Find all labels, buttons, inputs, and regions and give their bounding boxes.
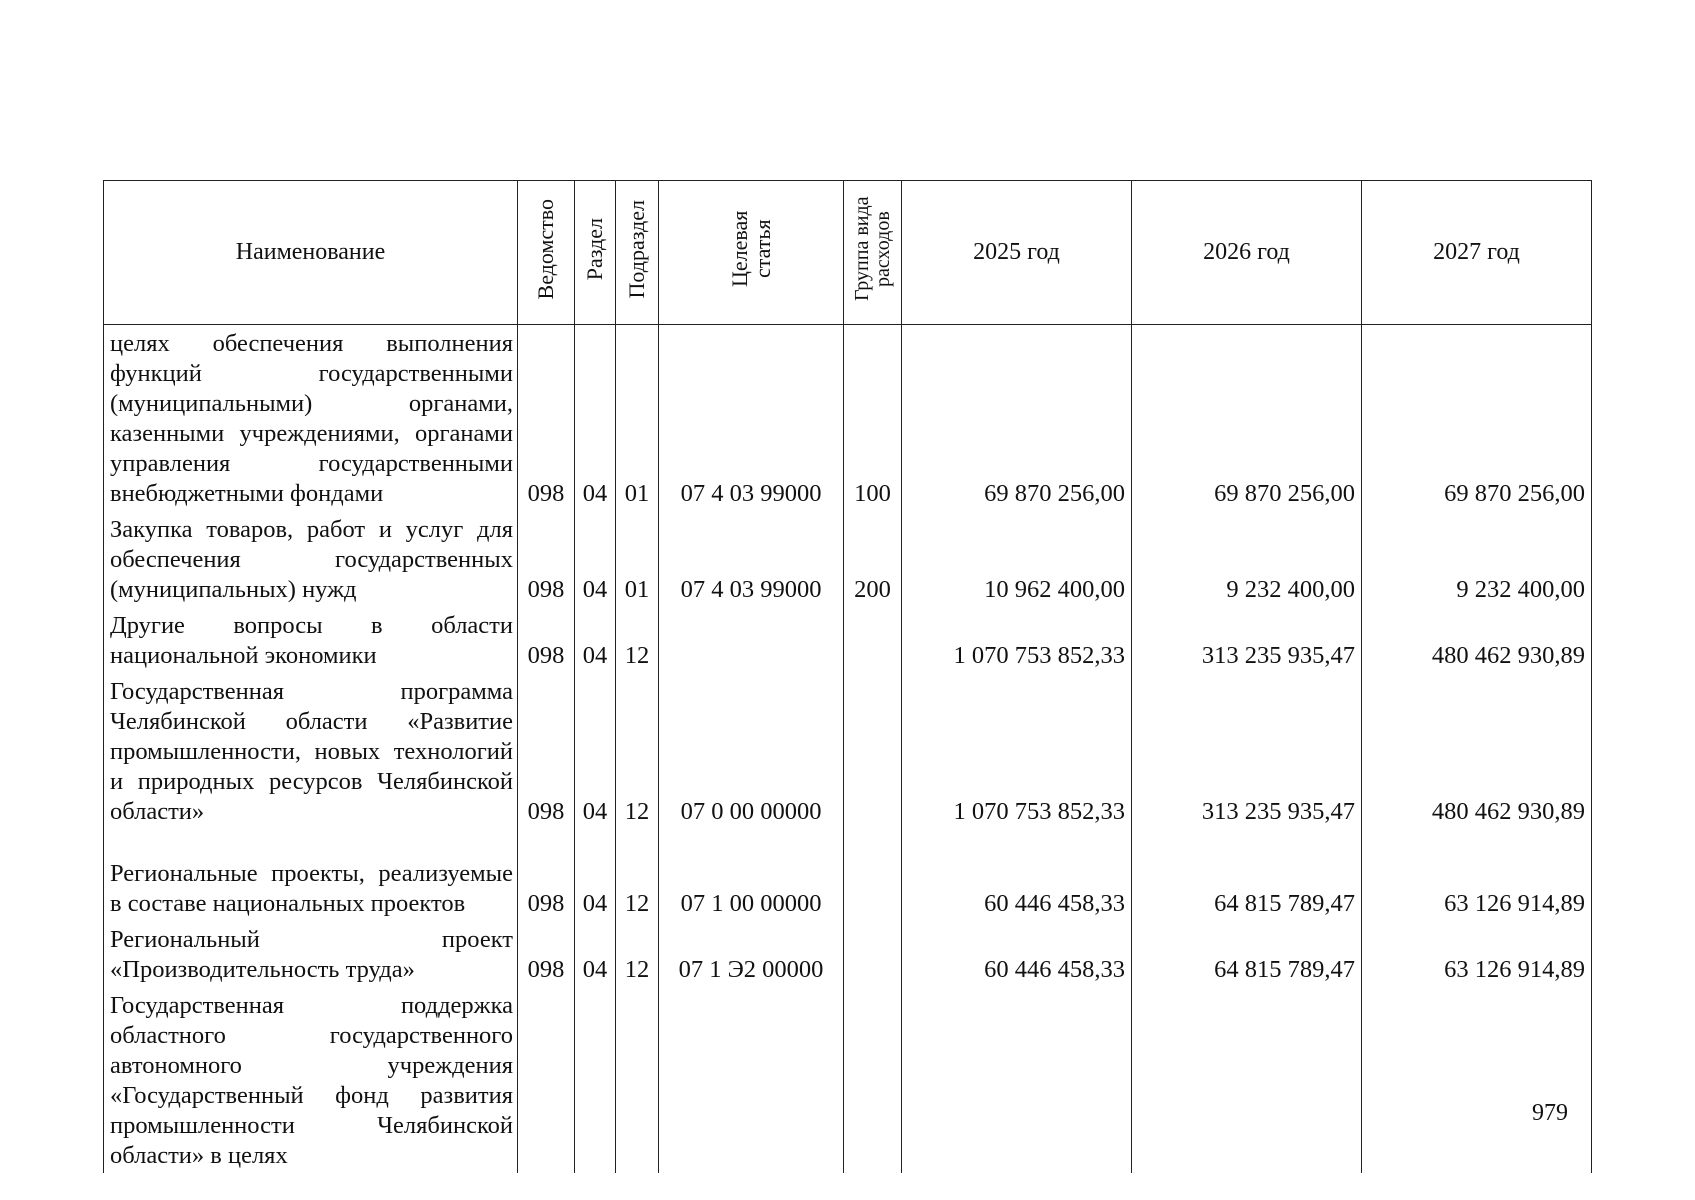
row-2027: 63 126 914,89 [1362, 921, 1592, 987]
header-2027: 2027 год [1362, 181, 1592, 325]
row-2025: 10 962 400,00 [902, 511, 1132, 607]
row-subsection: 12 [616, 673, 659, 829]
row-department: 098 [518, 325, 575, 512]
row-2027 [1362, 987, 1592, 1173]
header-name: Наименование [104, 181, 518, 325]
row-2025: 69 870 256,00 [902, 325, 1132, 512]
row-2027: 63 126 914,89 [1362, 829, 1592, 921]
row-target-article: 07 1 Э2 00000 [659, 921, 844, 987]
table-row [104, 921, 1592, 987]
row-department: 098 [518, 607, 575, 673]
row-subsection: 12 [616, 829, 659, 921]
row-department: 098 [518, 511, 575, 607]
row-2026: 64 815 789,47 [1132, 829, 1362, 921]
budget-table [103, 180, 1592, 1173]
header-2025: 2025 год [902, 181, 1132, 325]
row-2025: 60 446 458,33 [902, 829, 1132, 921]
row-section [575, 987, 616, 1173]
header-2026: 2026 год [1132, 181, 1362, 325]
row-2026: 313 235 935,47 [1132, 607, 1362, 673]
row-name: Региональный проект «Производительность труда» [104, 921, 518, 987]
row-2025: 1 070 753 852,33 [902, 673, 1132, 829]
row-subsection: 01 [616, 511, 659, 607]
header-section: Раздел [575, 181, 616, 325]
row-section: 04 [575, 829, 616, 921]
row-department: 098 [518, 829, 575, 921]
row-2025: 1 070 753 852,33 [902, 607, 1132, 673]
row-expense-group: 100 [844, 325, 902, 512]
row-subsection [616, 987, 659, 1173]
row-target-article [659, 607, 844, 673]
row-name: Государственная программа Челябинской области «Развитие промышленности, новых технологий и природных ресурсов Челябинской области» [104, 673, 518, 829]
header-target-article: Целевая статья [659, 181, 844, 325]
row-expense-group [844, 673, 902, 829]
row-2027: 480 462 930,89 [1362, 673, 1592, 829]
row-2027: 480 462 930,89 [1362, 607, 1592, 673]
row-subsection: 12 [616, 607, 659, 673]
row-name: Государственная поддержка областного государственного автономного учреждения «Государственный фонд развития промышленности Челябинской области» в целях [104, 987, 518, 1173]
table-row [104, 325, 1592, 512]
header-department: Ведомство [518, 181, 575, 325]
row-expense-group [844, 607, 902, 673]
row-2025 [902, 987, 1132, 1173]
row-name: Другие вопросы в области национальной экономики [104, 607, 518, 673]
row-section: 04 [575, 325, 616, 512]
row-section: 04 [575, 511, 616, 607]
row-target-article: 07 4 03 99000 [659, 325, 844, 512]
page-number: 979 [1532, 1100, 1568, 1126]
row-2025: 60 446 458,33 [902, 921, 1132, 987]
row-expense-group [844, 921, 902, 987]
table-row [104, 987, 1592, 1173]
row-name: Закупка товаров, работ и услуг для обеспечения государственных (муниципальных) нужд [104, 511, 518, 607]
row-target-article: 07 4 03 99000 [659, 511, 844, 607]
row-2026: 64 815 789,47 [1132, 921, 1362, 987]
table-row [104, 829, 1592, 921]
header-expense-group: Группа вида расходов [844, 181, 902, 325]
row-2026: 313 235 935,47 [1132, 673, 1362, 829]
row-department: 098 [518, 673, 575, 829]
table-row [104, 607, 1592, 673]
row-name: целях обеспечения выполнения функций государственными (муниципальными) органами, казенными учреждениями, органами управления государственными внебюджетными фондами [104, 325, 518, 512]
row-expense-group [844, 987, 902, 1173]
row-department: 098 [518, 921, 575, 987]
row-section: 04 [575, 673, 616, 829]
row-expense-group [844, 829, 902, 921]
row-expense-group: 200 [844, 511, 902, 607]
row-subsection: 01 [616, 325, 659, 512]
table-row [104, 673, 1592, 829]
row-target-article: 07 0 00 00000 [659, 673, 844, 829]
row-target-article: 07 1 00 00000 [659, 829, 844, 921]
row-2026: 9 232 400,00 [1132, 511, 1362, 607]
header-subsection: Подраздел [616, 181, 659, 325]
row-name: Региональные проекты, реализуемые в составе национальных проектов [104, 829, 518, 921]
row-2026 [1132, 987, 1362, 1173]
row-department [518, 987, 575, 1173]
row-subsection: 12 [616, 921, 659, 987]
table-header-row [104, 181, 1592, 325]
table-row [104, 511, 1592, 607]
row-section: 04 [575, 921, 616, 987]
row-section: 04 [575, 607, 616, 673]
row-target-article [659, 987, 844, 1173]
row-2026: 69 870 256,00 [1132, 325, 1362, 512]
row-2027: 69 870 256,00 [1362, 325, 1592, 512]
row-2027: 9 232 400,00 [1362, 511, 1592, 607]
